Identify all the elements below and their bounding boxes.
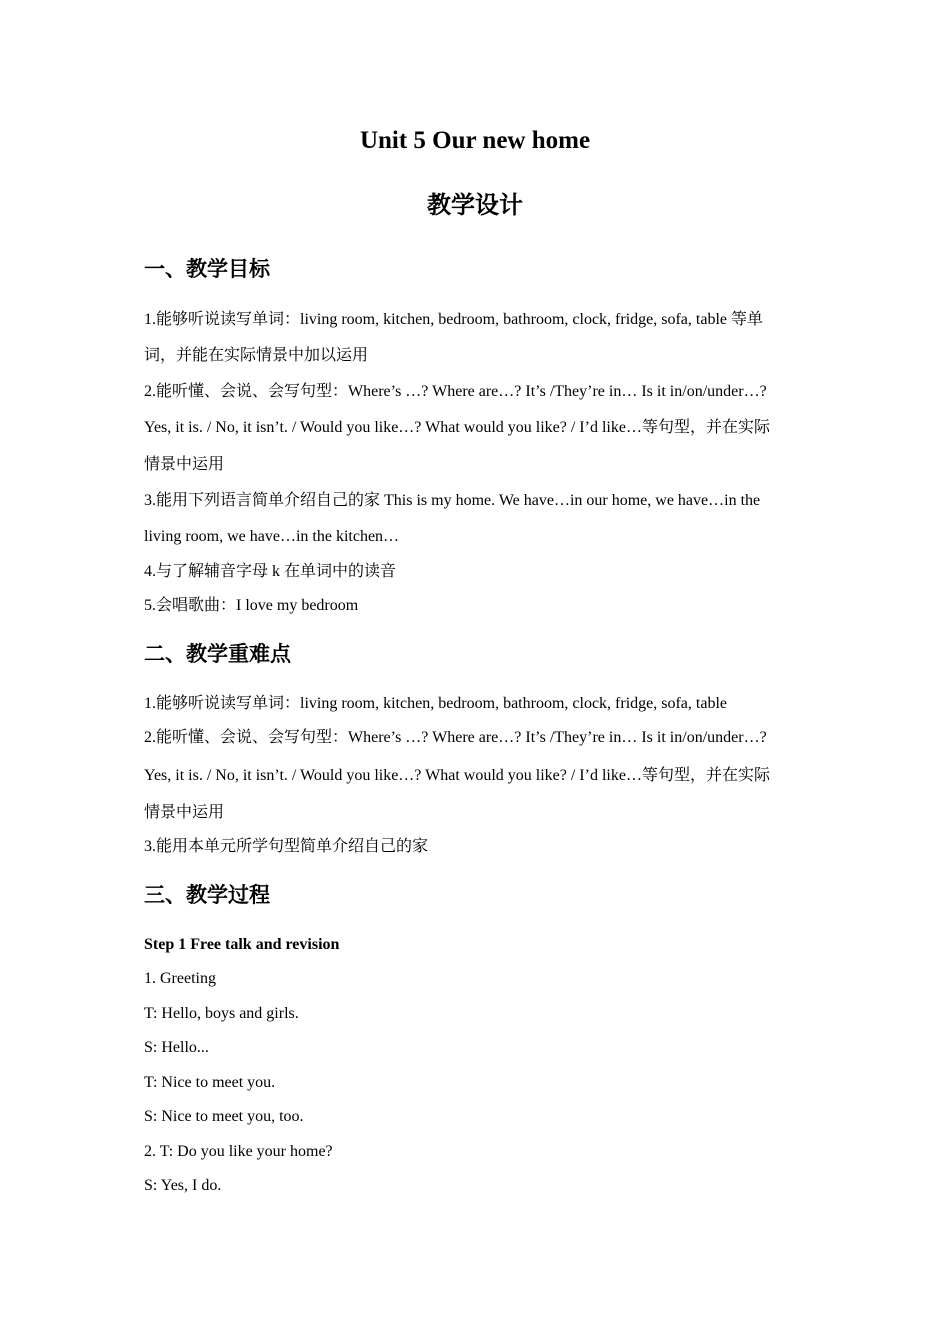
paragraph-line: 情景中运用 <box>144 456 225 473</box>
paragraph-line: T: Hello, boys and girls. <box>144 1005 299 1022</box>
paragraph-line: 4.与了解辅音字母 k 在单词中的读音 <box>144 563 397 580</box>
paragraph-line: 3.能用下列语言简单介绍自己的家 This is my home. We have…in our home, we have…in the <box>144 492 761 509</box>
paragraph-line: 1. Greeting <box>144 970 216 987</box>
paragraph-line: 2. T: Do you like your home? <box>144 1143 333 1160</box>
paragraph-line: S: Yes, I do. <box>144 1177 222 1194</box>
paragraph-line: 5.会唱歌曲：I love my bedroom <box>144 597 359 614</box>
paragraph-line: 词，并能在实际情景中加以运用 <box>144 347 369 364</box>
paragraph-line: 2.能听懂、会说、会写句型：Where’s …? Where are…? It’s /They’re in… Is it in/on/under…? <box>144 729 767 746</box>
section-heading-process: 三、教学过程 <box>144 883 270 907</box>
document-subtitle: 教学设计 <box>427 191 523 219</box>
paragraph-line: 1.能够听说读写单词：living room, kitchen, bedroom, bathroom, clock, fridge, sofa, table <box>144 695 728 712</box>
paragraph-line: S: Nice to meet you, too. <box>144 1108 304 1125</box>
paragraph-line: Yes, it is. / No, it isn’t. / Would you like…? What would you like? / I’d like…等句型，并在实际 <box>144 419 770 436</box>
step-title: Step 1 Free talk and revision <box>144 936 340 953</box>
section-heading-objectives: 一、教学目标 <box>144 257 270 281</box>
paragraph-line: 1.能够听说读写单词：living room, kitchen, bedroom, bathroom, clock, fridge, sofa, table 等单 <box>144 311 764 328</box>
paragraph-line: 3.能用本单元所学句型简单介绍自己的家 <box>144 838 429 855</box>
section-heading-key-points: 二、教学重难点 <box>144 642 291 666</box>
paragraph-line: living room, we have…in the kitchen… <box>144 528 400 545</box>
paragraph-line: T: Nice to meet you. <box>144 1074 276 1091</box>
document-title: Unit 5 Our new home <box>359 127 591 154</box>
paragraph-line: Yes, it is. / No, it isn’t. / Would you like…? What would you like? / I’d like…等句型，并在实际 <box>144 767 770 784</box>
paragraph-line: 情景中运用 <box>144 804 225 821</box>
paragraph-line: 2.能听懂、会说、会写句型：Where’s …? Where are…? It’s /They’re in… Is it in/on/under…? <box>144 383 767 400</box>
paragraph-line: S: Hello... <box>144 1039 209 1056</box>
